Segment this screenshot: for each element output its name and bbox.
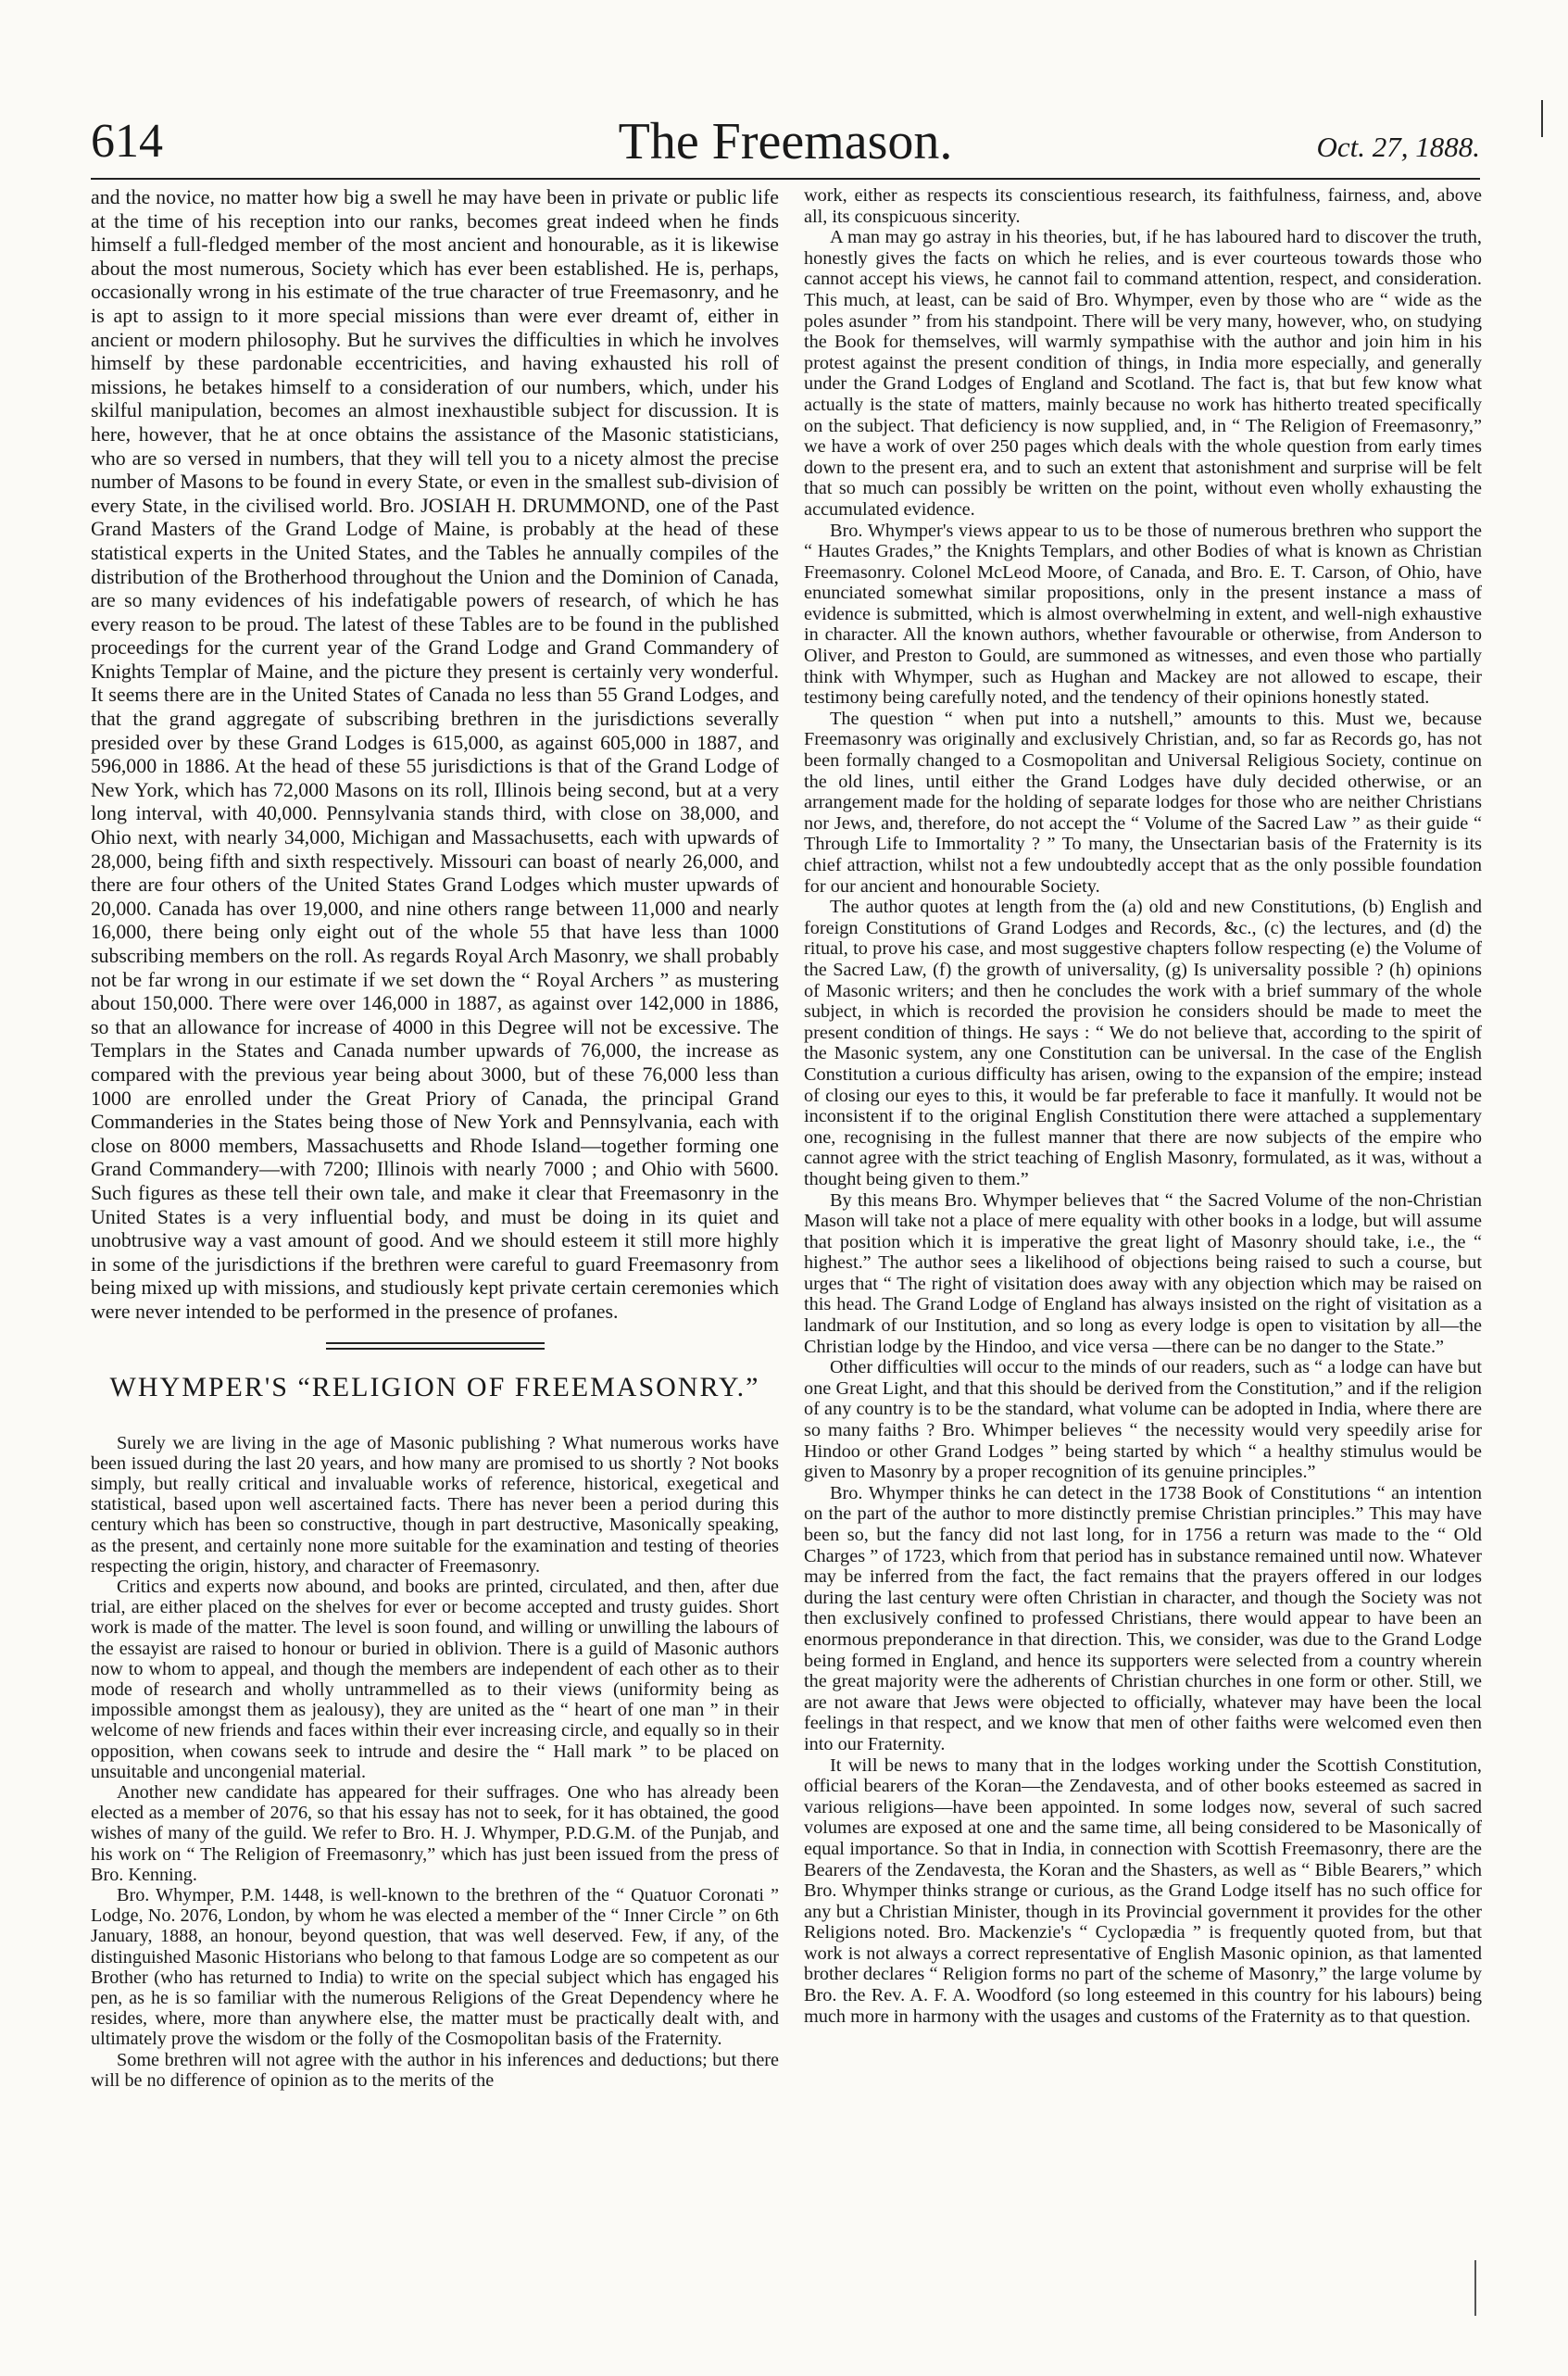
right-column [804, 185, 1482, 2371]
article-paragraph: Bro. Whymper's views appear to us to be those of numerous brethren who support the “ Hautes Grades,” the Knights Templars, and other Bodies of what is known as Christian Freemasonry. Colonel McLeod Moore, of Canada, and Bro. E. T. Carson, of Ohio, have enunciated somewhat similar propositions, only in the present instance a mass of evidence is submitted, which is almost overwhelming in extent, and well-nigh exhaustive in character. All the known authors, whether favourable or otherwise, from Anderson to Oliver, and Preston to Gould, are summoned as witnesses, and even those who partially think with Whymper, such as Hughan and Mackey are not allowed to escape, their testimony being carefully noted, and the tendency of their opinions honestly stated. [804, 520, 1482, 709]
article-paragraph: and the novice, no matter how big a swell he may have been in private or public life at the time of his reception into our ranks, becomes great indeed when he finds himself a full-fledged member of the most ancient and honourable, as it is likewise about the most numerous, Society which has ever been established. He is, perhaps, occasionally wrong in his estimate of the true character of true Freemasonry, and he is apt to assign to it more special missions than were ever dreamt of, either in ancient or modern philosophy. But he survives the difficulties in which he involves himself by these pardonable eccentricities, and having exhausted his roll of missions, he betakes himself to a consideration of our numbers, which, under his skilful manipulation, becomes an almost inexhaustible subject for discussion. It is here, however, that he at once obtains the assistance of the Masonic statisticians, who are so versed in numbers, that they will tell you to a nicety almost the precise number of Masons to be found in every State, or even in the smallest sub-division of every State, in the civilised world. Bro. JOSIAH H. DRUMMOND, one of the Past Grand Masters of the Grand Lodge of Maine, is probably at the head of these statistical experts in the United States, and the Tables he annually compiles of the distribution of the Brotherhood throughout the Union and the Dominion of Canada, are so many evidences of his indefatigable powers of research, of which he has every reason to be proud. The latest of these Tables are to be found in the published proceedings for the current year of the Grand Lodge and Grand Commandery of Knights Templar of Maine, and the picture they present is certainly very wonderful. It seems there are in the United States of Canada no less than 55 Grand Lodges, and that the grand aggregate of subscribing brethren in the jurisdictions severally presided over by these Grand Lodges is 615,000, as against 605,000 in 1887, and 596,000 in 1886. At the head of these 55 jurisdictions is that of the Grand Lodge of New York, which has 72,000 Masons on its roll, Illinois being second, but at a very long interval, with 40,000. Pennsylvania stands third, with close on 38,000, and Ohio next, with nearly 34,000, Michigan and Massachusetts, each with upwards of 28,000, being fifth and sixth respectively. Missouri can boast of nearly 26,000, and there are four others of the United States Grand Lodges which muster upwards of 20,000. Canada has over 19,000, and nine others range between 11,000 and nearly 16,000, there being only eight out of the whole 55 that have less than 1000 subscribing members on the roll. As regards Royal Arch Masonry, we shall probably not be far wrong in our estimate if we set down the “ Royal Archers ” as mustering about 150,000. There were over 146,000 in 1887, as against over 142,000 in 1886, so that an allowance for increase of 4000 in this Degree will not be excessive. The Templars in the States and Canada number upwards of 76,000, the increase as compared with the previous year being about 3000, but of these 76,000 less than 1000 are enrolled under the Great Priory of Canada, the principal Grand Commanderies in the States being those of New York and Pennsylvania, each with close on 8000 members, Massachusetts and Rhode Island—together forming one Grand Commandery—with 7200; Illinois with nearly 7000 ; and Ohio with 5600. Such figures as these tell their own tale, and make it clear that Freemasonry in the United States is a very influential body, and must be doing in its quiet and unobtrusive way a vast amount of good. And we should esteem it still more highly in some of the jurisdictions if the brethren were careful to guard Freemasonry from being mixed up with missions, and studiously kept private certain ceremonies which were never intended to be performed in the presence of profanes. [91, 185, 779, 1323]
page-number: 614 [91, 115, 163, 168]
margin-mark [1541, 100, 1543, 137]
article-paragraph: It will be news to many that in the lodges working under the Scottish Constitution, official bearers of the Koran—the Zendavesta, and of other books esteemed as sacred in various religions—have been appointed. In some lodges now, several of such sacred volumes are exposed at one and the same time, all being considered to be Masonically of equal importance. So that in India, in connection with Scottish Freemasonry, there are the Bearers of the Zendavesta, the Koran and the Shasters, as well as “ Bible Bearers,” which Bro. Whymper thinks strange or curious, as the Grand Lodge itself has no such office for any but a Christian Minister, though in its Provincial government it provides for the other Religions noted. Bro. Mackenzie's “ Cyclopædia ” is frequently quoted from, but that work is not always a correct representative of English Masonic opinion, as that lamented brother declares “ Religion forms no part of the scheme of Masonry,” the large volume by Bro. the Rev. A. F. A. Woodford (so long esteemed in this country for his labours) being much more in harmony with the usages and customs of the Fraternity as to that question. [804, 1754, 1482, 2027]
article-paragraph: Other difficulties will occur to the minds of our readers, such as “ a lodge can have but one Great Light, and that this should be derived from the Constitution,” and if the religion of any country is to be the standard, what volume can be adopted in India, where there are so many faiths ? Bro. Whimper believes “ the necessity would very speedily arise for Hindoo or other Grand Lodges ” being started by which “ a healthy stimulus would be given to Masonry by a proper recognition of its genuine principles.” [804, 1357, 1482, 1483]
article-paragraph: Bro. Whymper, P.M. 1448, is well-known to the brethren of the “ Quatuor Coronati ” Lodge, No. 2076, London, by whom he was elected a member of the “ Inner Circle ” on 6th January, 1888, an honour, beyond question, that was well deserved. Few, if any, of the distinguished Masonic Historians who belong to that famous Lodge are so competent as our Brother (who has returned to India) to write on the special subject which has engaged his pen, as he is so familiar with the numerous Religions of the Great Dependency where he resides, where, more than anywhere else, the matter must be practically dealt with, and ultimately prove the wisdom or the folly of the Cosmopolitan basis of the Fraternity. [91, 1884, 779, 2050]
article-paragraph: The question “ when put into a nutshell,” amounts to this. Must we, because Freemasonry was originally and exclusively Christian, and, so far as Records go, has not been formally changed to a Cosmopolitan and Universal Religious Society, continue on the old lines, until either the Grand Lodges have duly decided otherwise, or an arrangement made for the holding of separate lodges for those who are neither Christians nor Jews, and, therefore, do not accept the “ Volume of the Sacred Law ” as their guide “ Through Life to Immortality ? ” To many, the Unsectarian basis of the Fraternity is its chief attraction, whilst not a few undoubtedly accept that as the only possible foundation for our ancient and honourable Society. [804, 708, 1482, 897]
review-article [91, 1433, 779, 2092]
leading-article [91, 185, 779, 1324]
article-headline: WHYMPER'S “RELIGION OF FREEMASONRY.” [109, 1371, 760, 1402]
article-paragraph: A man may go astray in his theories, but, if he has laboured hard to discover the truth, honestly gives the facts on which he relies, and is ever courteous towards those who cannot accept his views, he cannot fail to command attention, respect, and consideration. This much, at least, can be said of Bro. Whymper, even by those who are “ wide as the poles asunder ” from his standpoint. There will be very many, however, who, on studying the Book for themselves, will warmly sympathise with the author and join him in his protest against the present condition of things, in India more especially, and generally under the Grand Lodges of England and Scotland. The fact is, that but few know what actually is the state of matters, mainly because no work has hitherto treated specifically on the subject. That deficiency is now supplied, and, in “ The Religion of Freemasonry,” we have a work of over 250 pages which deals with the whole question from early times down to the present era, and to such an extent that astonishment and surprise will be felt that so much can possibly be written on the point, without even wholly exhausting the accumulated evidence. [804, 227, 1482, 520]
newspaper-title: The Freemason. [618, 113, 953, 170]
left-column [91, 185, 779, 2371]
article-paragraph: Another new candidate has appeared for their suffrages. One who has already been elected as a member of 2076, so that his essay has not to seek, for it has obtained, the good wishes of many of the guild. We refer to Bro. H. J. Whymper, P.D.G.M. of the Punjab, and his work on “ The Religion of Freemasonry,” which has just been issued from the press of Bro. Kenning. [91, 1781, 779, 1885]
article-paragraph: Bro. Whymper thinks he can detect in the 1738 Book of Constitutions “ an intention on the part of the author to more distinctly premise Christian principles.” This may have been so, but the fancy did not last long, for in 1756 a return was made to the “ Old Charges ” of 1723, which from that period has in substance remained until now. Whatever may be inferred from the fact, the fact remains that the prayers offered in our lodges during the last century were often Christian in character, and though the Society was not then exclusively confined to professed Christians, there would appear to have been an enormous preponderance in that direction. This, we consider, was due to the Grand Lodge being formed in England, and hence its supporters were selected from a country wherein the great majority were the adherents of Christian churches in one form or other. Still, we are not aware that Jews were objected to officially, whatever may have been the local feelings in that respect, and we know that men of other faiths were welcomed even then into our Fraternity. [804, 1482, 1482, 1754]
section-divider [326, 1342, 545, 1350]
masthead [91, 109, 1480, 183]
article-paragraph: Critics and experts now abound, and books are printed, circulated, and then, after due trial, are either placed on the shelves for ever or become accepted and trusty guides. Short work is made of the matter. The level is soon found, and willing or unwilling the labours of the essayist are raised to honour or buried in oblivion. There is a guild of Masonic authors now to whom to appeal, and though the members are independent of each other as to their mode of research and wholly untrammelled as to their views (uniformity being as impossible amongst them as jealousy), they are united as the “ heart of one man ” in their welcome of new friends and faces within their ever increasing circle, and equally so in their opposition, when cowans seek to intrude and desire the “ Hall mark ” to be placed on unsuitable and uncongenial material. [91, 1576, 779, 1782]
masthead-rule [91, 178, 1480, 180]
article-paragraph: Surely we are living in the age of Masonic publishing ? What numerous works have been issued during the last 20 years, and how many are promised to us shortly ? Not books simply, but really critical and invaluable works of reference, historical, exegetical and statistical, based upon well ascertained facts. There has never been a period during this century which has been so constructive, though in part destructive, Masonically speaking, as the present, and certainly none more suitable for the examination and testing of theories respecting the origin, history, and character of Freemasonry. [91, 1432, 779, 1577]
article-paragraph: Some brethren will not agree with the author in his inferences and deductions; but there will be no difference of opinion as to the merits of the [91, 2049, 779, 2091]
margin-mark [1474, 2260, 1476, 2316]
article-paragraph: The author quotes at length from the (a) old and new Constitutions, (b) English and foreign Constitutions of Grand Lodges and Records, &c., (c) the lectures, and (d) the ritual, to prove his case, and most suggestive chapters follow respecting (e) the Volume of the Sacred Law, (f) the growth of universality, (g) Is universality possible ? (h) opinions of Masonic writers; and then he concludes the work with a brief summary of the whole subject, in which is recorded the provision he considers should be made to meet the present condition of things. He says : “ We do not believe that, according to the spirit of the Masonic system, any one Constitution can be universal. In the case of the English Constitution a curious difficulty has arisen, owing to the expansion of the empire; instead of closing our eyes to this, it would be far preferable to face it manfully. It would not be inconsistent if to the original English Constitution there were attached a supplementary one, recognising in the fullest manner that there are now subjects of the empire who cannot agree with the strict teaching of English Masonry, formulated, as it was, without a thought being given to them.” [804, 897, 1482, 1189]
issue-date: Oct. 27, 1888. [1316, 131, 1480, 163]
article-paragraph: By this means Bro. Whymper believes that “ the Sacred Volume of the non-Christian Mason will take not a place of mere equality with other books in a lodge, but will assume that position which it is imperative the great light of Masonry should take, i.e., the “ highest.” The author sees a likelihood of objections being raised to such a course, but urges that “ The right of visitation does away with any objection which may be raised on this head. The Grand Lodge of England has always insisted on the right of visitation as a landmark of our Institution, and so long as every lodge is open to visitation by all—the Christian lodge by the Hindoo, and vice versa —there can be no danger to the State.” [804, 1189, 1482, 1357]
article-paragraph: work, either as respects its conscientious research, its faithfulness, fairness, and, above all, its conspicuous sincerity. [804, 185, 1482, 227]
